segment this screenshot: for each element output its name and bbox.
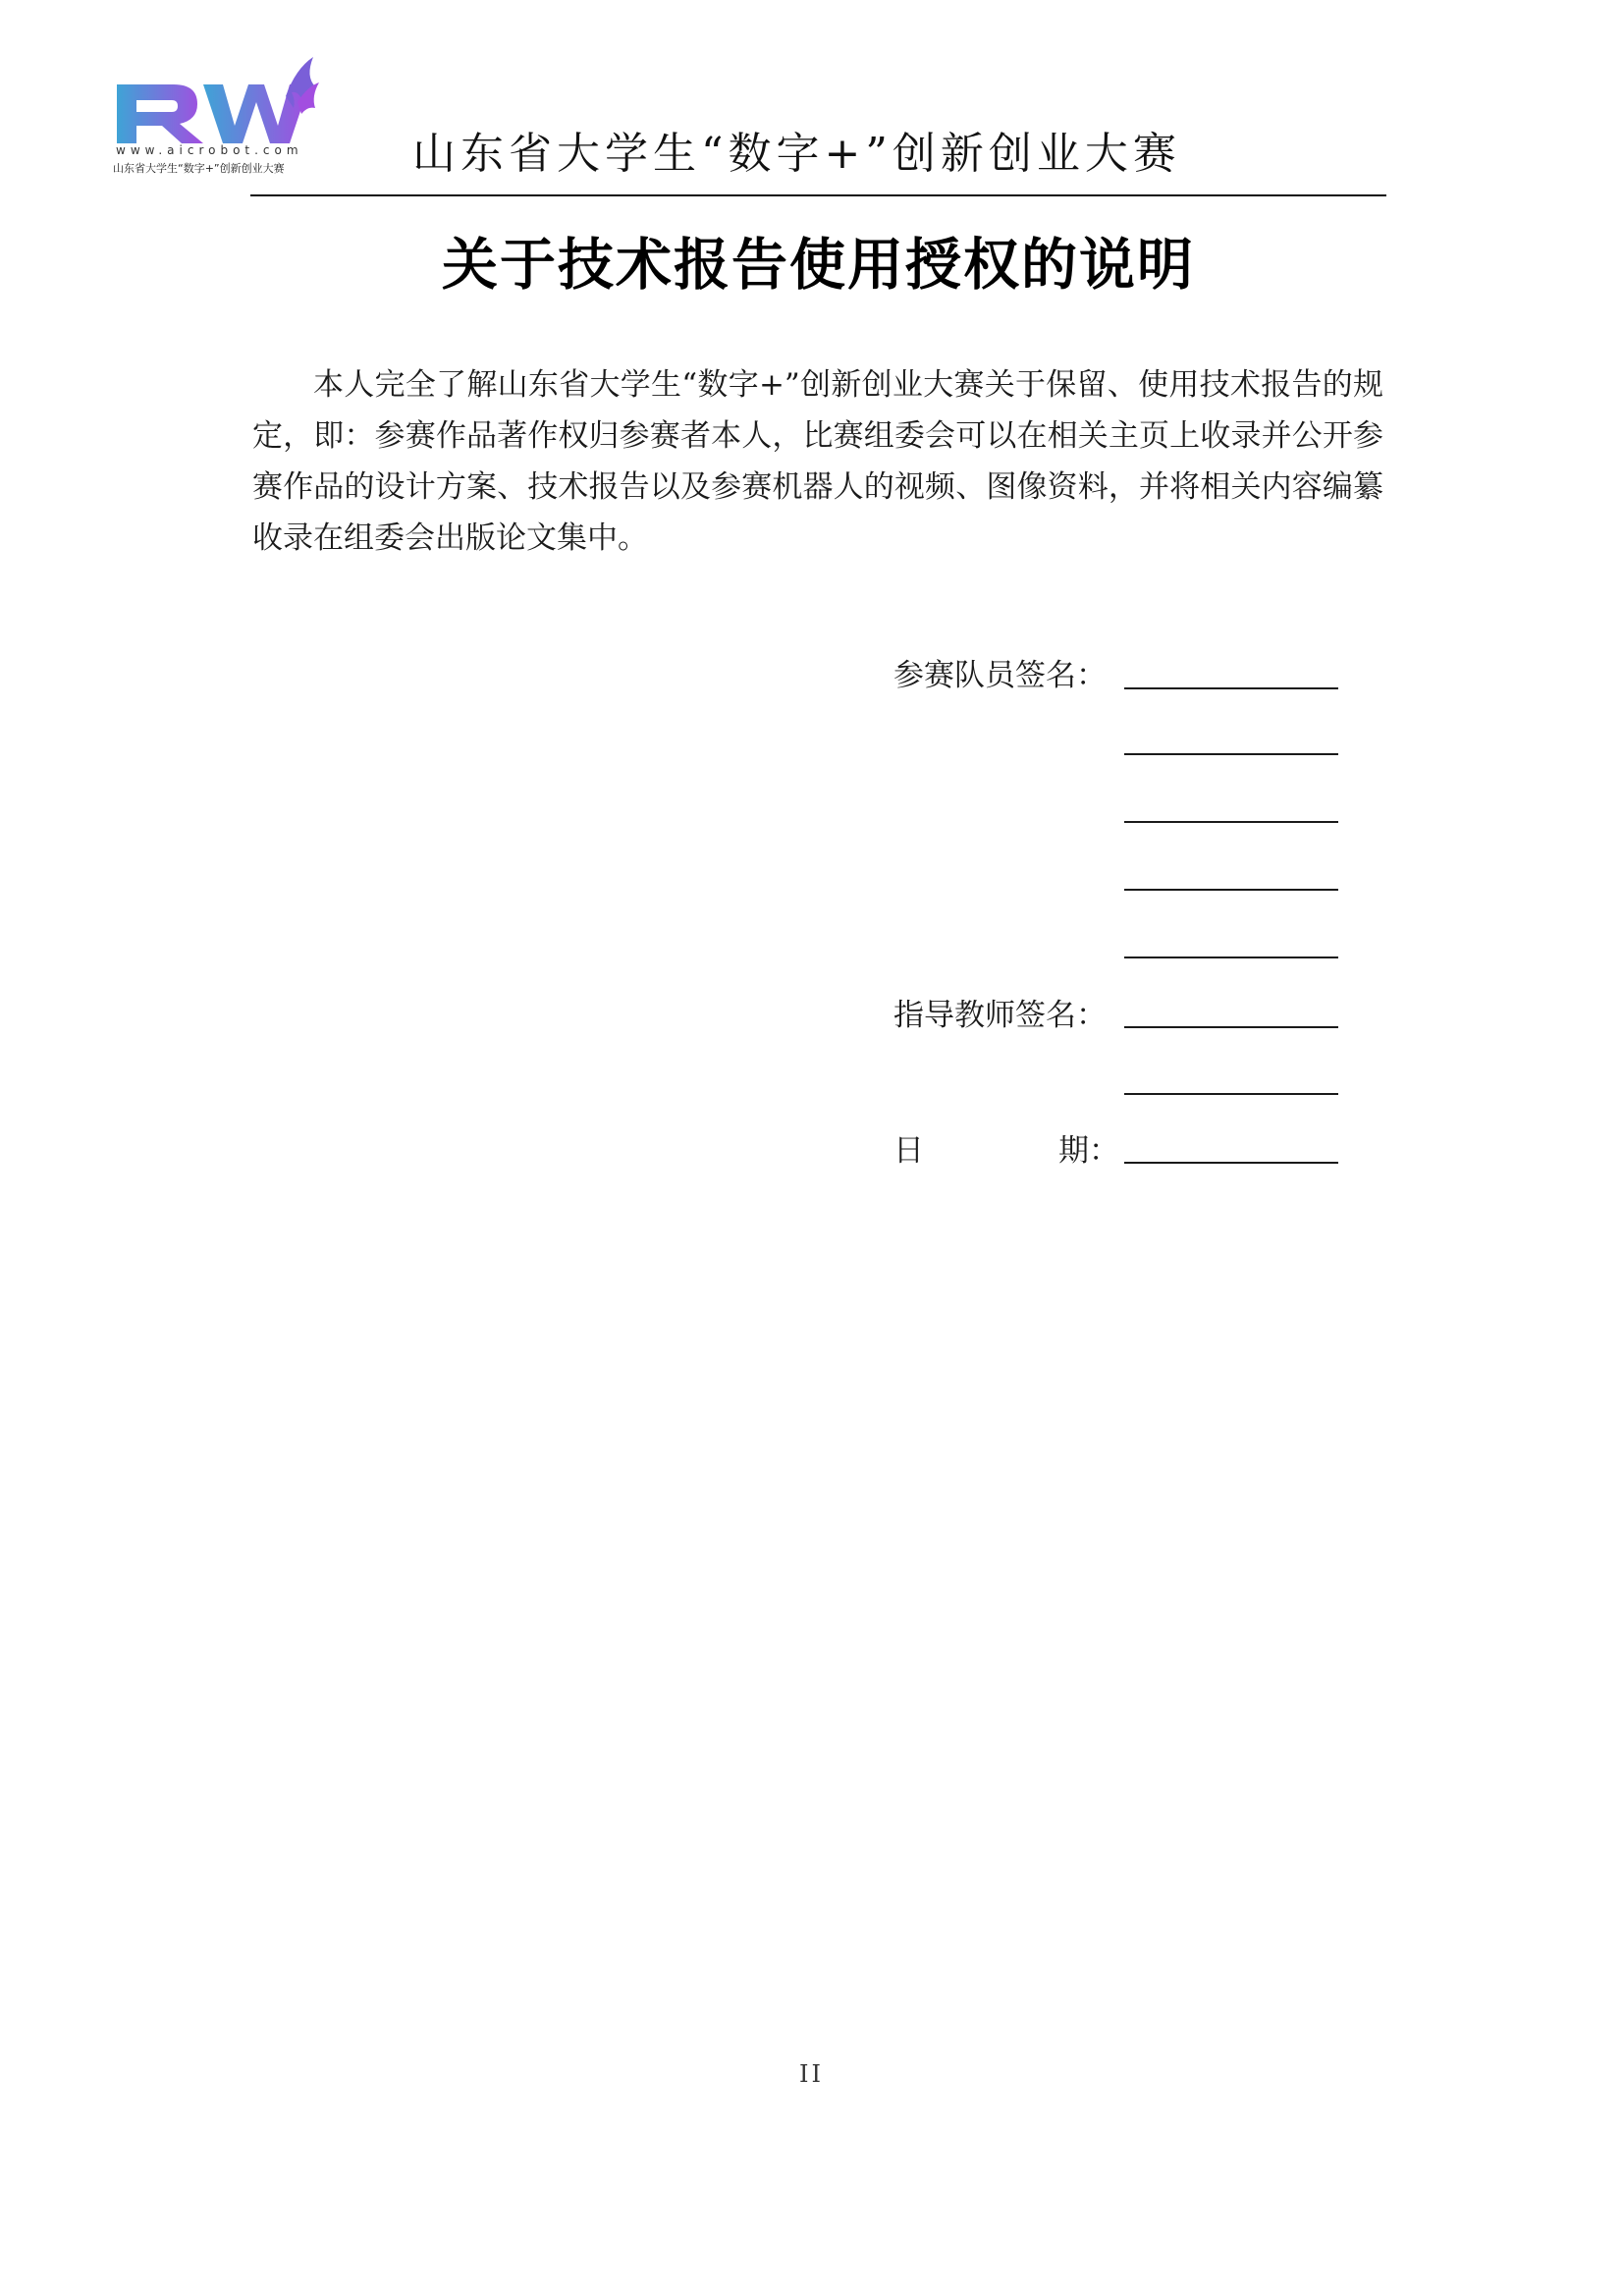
competition-header-title: 山东省大学生“数字+”创新创业大赛 [412,129,1181,179]
team-signature-line-2[interactable] [1124,753,1338,755]
document-title: 关于技术报告使用授权的说明 [442,233,1195,298]
page-number: II [799,2060,824,2088]
header-divider [250,194,1386,196]
team-signature-line-5[interactable] [1124,957,1338,958]
advisor-signature-line-2[interactable] [1124,1093,1338,1095]
logo-caption: 山东省大学生“数字+”创新创业大赛 [113,162,285,175]
date-line[interactable] [1124,1162,1338,1164]
logo-url: www.aicrobot.com [116,143,303,157]
authorization-paragraph: 本人完全了解山东省大学生“数字+”创新创业大赛关于保留、使用技术报告的规定，即：参赛作品著作权归参赛者本人，比赛组委会可以在相关主页上收录并公开参赛作品的设计方案、技术报告以及参赛机器人的视频、图像资料，并将相关内容编纂收录在组委会出版论文集中。 [252,367,1383,556]
advisor-signature-line-1[interactable] [1124,1026,1338,1028]
team-signature-line-3[interactable] [1124,821,1338,823]
date-label [893,1125,1119,1170]
date-label-left: 日 [893,1133,924,1169]
team-signature-label: 参赛队员签名： [893,658,1107,693]
date-label-right: 期： [1058,1133,1119,1169]
advisor-signature-label: 指导教师签名： [893,998,1107,1033]
team-signature-line-4[interactable] [1124,889,1338,891]
team-signature-line-1[interactable] [1124,687,1338,689]
